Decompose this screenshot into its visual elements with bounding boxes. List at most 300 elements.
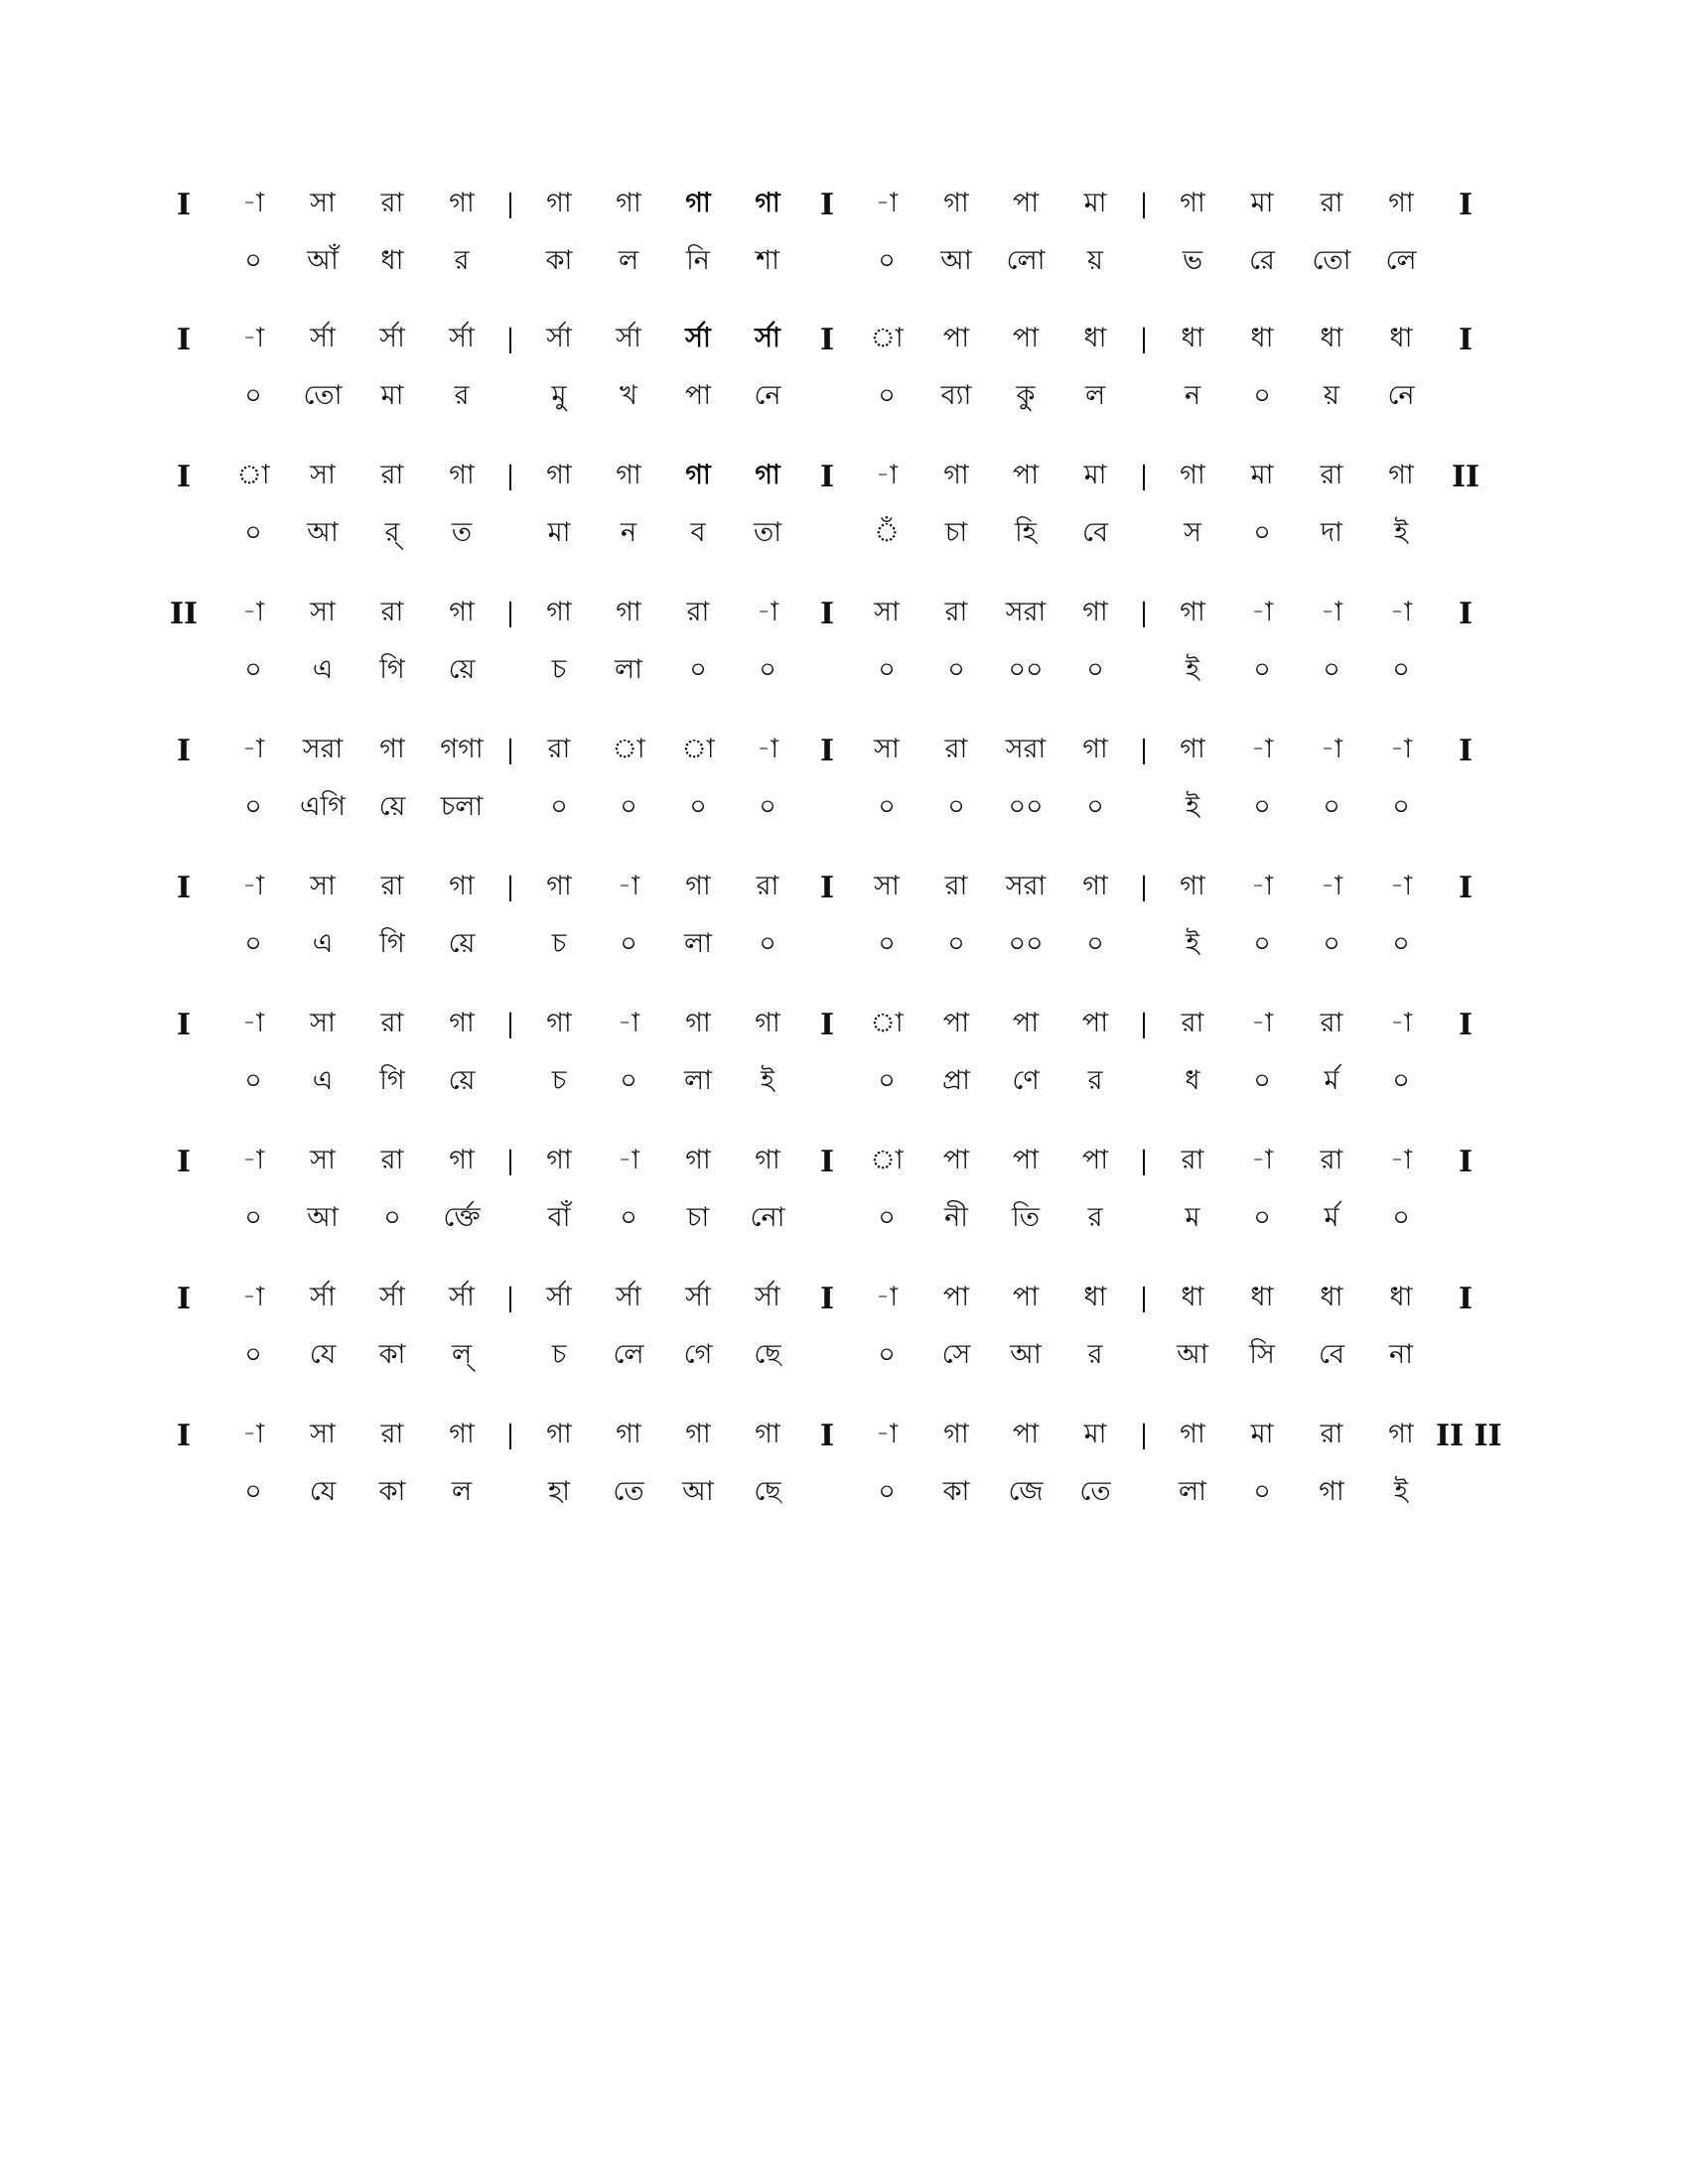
note: গা [616,1418,641,1449]
lyric-syllable: আ [1010,1338,1042,1370]
note: র্সা [546,322,572,353]
lyric-syllable: ন [1184,379,1201,411]
note: -া [241,322,265,353]
bar-line: | [505,736,515,765]
lyric-syllable: র [454,379,470,411]
lyric-syllable: চা [686,1201,710,1233]
note: -া [1250,733,1274,764]
note: গা [1180,459,1205,490]
lyric-syllable: ন [620,516,637,548]
lyric-syllable: মা [547,516,571,548]
lyrics-line [149,782,1539,834]
section-mark: I [819,1007,835,1042]
note: -া [1250,1144,1274,1175]
note: রা [1320,187,1343,218]
lyric-syllable: ০ [1392,1201,1410,1233]
lyric-syllable: ০ [244,1475,262,1507]
start-mark: I [176,1007,192,1042]
lyric-syllable: চ [551,653,567,685]
note: া [612,733,645,764]
lyric-syllable: ০ [1253,516,1271,548]
note: রা [944,596,968,627]
note: রা [1320,459,1343,490]
lyric-syllable: লে [1385,244,1417,276]
lyrics-line [149,645,1539,697]
note: গা [1180,733,1205,764]
note: পা [1081,1007,1109,1038]
end-mark: II [1451,459,1480,494]
note: রা [1181,1007,1204,1038]
note: গা [1388,459,1414,490]
lyric-syllable: এ [312,653,334,685]
lyric-syllable: ই [1393,516,1409,548]
lyric-syllable: লা [615,653,642,685]
note: গা [755,459,780,490]
start-mark: I [176,1144,192,1179]
start-mark: I [176,322,192,357]
lyric-syllable: কা [942,1475,970,1507]
note: গা [616,459,641,490]
lyric-syllable: কা [545,244,573,276]
note: -া [1320,733,1343,764]
bar-line: | [1139,190,1149,219]
lyric-syllable: ণে [1012,1064,1040,1096]
lyric-syllable: গি [379,1064,405,1096]
lyric-syllable: চ [551,1338,567,1370]
lyric-syllable: ধ [1185,1064,1200,1096]
start-mark: I [176,187,192,222]
note: গা [685,187,711,218]
note: পা [1012,1418,1040,1449]
note: র্সা [616,322,641,353]
swara-line [149,862,1539,913]
lyric-syllable: ধা [380,244,404,276]
note: গা [685,1007,711,1038]
lyric-syllable: ০ [878,379,896,411]
lyric-syllable: সি [1249,1338,1275,1370]
note: -া [1389,1144,1413,1175]
lyric-syllable: র [1087,1201,1103,1233]
lyric-syllable: ০ [1392,1064,1410,1096]
end-mark: I [1458,1281,1474,1316]
notation-row [149,1273,1539,1402]
note: গা [685,870,711,901]
lyric-syllable: ০ [1253,927,1271,959]
lyric-syllable: ব [690,516,706,548]
note: -া [1389,870,1413,901]
lyric-syllable: ০ [1253,653,1271,685]
end-mark: I [1458,733,1474,768]
lyric-syllable: ০ [878,1064,896,1096]
note: রা [380,596,404,627]
note: গা [546,1418,572,1449]
note: গা [1082,596,1108,627]
note: সা [310,1144,336,1175]
swara-line [149,725,1539,776]
lyric-syllable: ০ [1253,1475,1271,1507]
lyric-syllable: ঁ [874,516,900,548]
note: -া [756,733,779,764]
lyric-syllable: দা [1320,516,1342,548]
lyric-syllable: ০ [947,790,965,822]
lyrics-line [149,508,1539,560]
lyric-syllable: এগি [300,790,346,822]
bar-line: | [505,599,515,628]
note: -া [1320,870,1343,901]
note: র্সা [310,1281,336,1312]
notation-row [149,1136,1539,1265]
lyric-syllable: চ [551,927,567,959]
note: -া [617,1007,640,1038]
note: র্সা [449,322,475,353]
note: পা [1012,459,1040,490]
swara-line [149,1273,1539,1324]
lyric-syllable: ০ [1323,790,1340,822]
swara-line [149,314,1539,365]
lyric-syllable: র্ম [1324,1201,1339,1233]
lyric-syllable: তি [1012,1201,1040,1233]
note: া [870,1007,904,1038]
note: রা [1320,1144,1343,1175]
note: গা [755,1007,780,1038]
note: গা [685,1418,711,1449]
note: রা [380,187,404,218]
lyric-syllable: ই [1393,1475,1409,1507]
lyric-syllable: য়ে [378,790,406,822]
lyric-syllable: ০ [1086,790,1104,822]
lyric-syllable: ০ [759,790,776,822]
bar-line: | [1139,873,1149,902]
note: গা [546,870,572,901]
lyric-syllable: আ [307,516,339,548]
note: গা [1388,187,1414,218]
note: -া [1320,596,1343,627]
note: গা [755,1144,780,1175]
note: রা [686,596,710,627]
note: র্সা [685,322,711,353]
lyrics-line [149,1330,1539,1382]
note: সা [874,596,900,627]
note: সা [874,870,900,901]
note: মা [1250,1418,1274,1449]
note: -া [241,1281,265,1312]
note: ধা [1083,322,1107,353]
note: সা [310,187,336,218]
lyric-syllable: গি [379,653,405,685]
lyric-syllable: মা [380,379,404,411]
note: া [236,459,270,490]
lyric-syllable: ০ [620,790,637,822]
lyric-syllable: নে [754,379,781,411]
note: ধা [1320,1281,1343,1312]
lyric-syllable: মু [551,379,567,411]
note: গগা [440,733,484,764]
swara-line [149,179,1539,230]
lyric-syllable: ০ [878,927,896,959]
lyric-syllable: ০ [878,790,896,822]
swara-line [149,1410,1539,1461]
note: -া [241,870,265,901]
bar-line: | [1139,1147,1149,1176]
lyric-syllable: কু [1016,379,1036,411]
note: মা [1250,459,1274,490]
lyric-syllable: আ [682,1475,714,1507]
note: -া [1250,870,1274,901]
end-mark: I [1458,1007,1474,1042]
swara-line [149,588,1539,639]
end-mark: I [1458,187,1474,222]
lyric-syllable: ই [1185,927,1200,959]
lyric-syllable: র্ক্তে [443,1201,481,1233]
note: র্সা [546,1281,572,1312]
note: গা [755,1418,780,1449]
note: সরা [1005,870,1047,901]
lyric-syllable: ০ [244,1201,262,1233]
lyric-syllable: র্ [384,516,400,548]
note: রা [380,1144,404,1175]
lyric-syllable: ০ [620,1064,637,1096]
bar-line: | [505,1147,515,1176]
lyric-syllable: শা [756,244,779,276]
note: -া [241,1418,265,1449]
lyric-syllable: রে [1249,244,1275,276]
section-mark: I [819,322,835,357]
bar-line: | [505,1284,515,1313]
lyric-syllable: ল [451,1475,473,1507]
end-mark: II II [1436,1418,1502,1453]
lyric-syllable: লে [613,1338,644,1370]
notation-row [149,451,1539,580]
note: র্সা [616,1281,641,1312]
lyric-syllable: ০ [689,790,707,822]
lyric-syllable: ০ [244,1338,262,1370]
note: রা [380,1418,404,1449]
lyric-syllable: ই [1185,653,1200,685]
lyric-syllable: যে [309,1338,337,1370]
lyric-syllable: ০ [1253,1201,1271,1233]
lyric-syllable: নো [750,1201,785,1233]
note: মা [1083,1418,1107,1449]
lyric-syllable: ০ [759,927,776,959]
bar-line: | [1139,599,1149,628]
end-mark: I [1458,322,1474,357]
lyric-syllable: ০ [1392,790,1410,822]
note: -া [617,870,640,901]
lyric-syllable: র [1087,1338,1103,1370]
note: মা [1250,187,1274,218]
lyric-syllable: র্ম [1324,1064,1339,1096]
note: ধা [1181,322,1204,353]
bar-line: | [1139,1284,1149,1313]
note: গা [1388,1418,1414,1449]
note: সা [310,459,336,490]
lyric-syllable: বাঁ [547,1201,571,1233]
bar-line: | [505,462,515,491]
lyric-syllable: ০ [878,1338,896,1370]
lyric-syllable: হি [1015,516,1037,548]
bar-line: | [1139,325,1149,354]
note: গা [755,187,780,218]
swara-line [149,1136,1539,1187]
note: -া [241,1144,265,1175]
note: ধা [1250,1281,1274,1312]
note: পা [1012,1007,1040,1038]
lyric-syllable: ০ [244,244,262,276]
lyric-syllable: কা [378,1338,406,1370]
lyric-syllable: চা [944,516,968,548]
lyric-syllable: নী [944,1201,968,1233]
lyrics-line [149,1056,1539,1108]
notation-row [149,314,1539,443]
lyric-syllable: ০ [947,653,965,685]
lyric-syllable: ০ [947,927,965,959]
note: গা [449,1418,475,1449]
lyric-syllable: য়ে [448,1064,476,1096]
note: -া [1250,596,1274,627]
section-mark: I [819,187,835,222]
bar-line: | [1139,1010,1149,1039]
note: র্সা [755,322,780,353]
lyric-syllable: যে [309,1475,337,1507]
note: পা [942,322,970,353]
lyric-syllable: র [1087,1064,1103,1096]
section-mark: I [819,459,835,494]
lyric-syllable: ০ [244,516,262,548]
section-mark: I [819,1418,835,1453]
section-mark: I [819,733,835,768]
start-mark: I [176,459,192,494]
lyric-syllable: ভ [1182,244,1203,276]
note: গা [546,459,572,490]
note: ধা [1181,1281,1204,1312]
lyric-syllable: চলা [440,790,484,822]
lyric-syllable: ০ [383,1201,401,1233]
notation-row [149,588,1539,717]
note: সা [310,870,336,901]
lyric-syllable: ০ [878,653,896,685]
note: গা [449,870,475,901]
lyric-syllable: আ [940,244,972,276]
note: রা [380,870,404,901]
note: গা [1082,733,1108,764]
note: গা [1180,870,1205,901]
lyric-syllable: ০ [550,790,568,822]
lyric-syllable: ০ [878,244,896,276]
lyric-syllable: ০ [878,1201,896,1233]
note: মা [1083,187,1107,218]
note: সা [310,596,336,627]
lyric-syllable: তা [753,516,782,548]
note: ধা [1083,1281,1107,1312]
note: গা [546,187,572,218]
lyric-syllable: পা [684,379,712,411]
note: -া [875,459,899,490]
lyric-syllable: ০ [1253,379,1271,411]
lyric-syllable: আ [1177,1338,1208,1370]
note: র্সা [379,322,405,353]
lyric-syllable: লো [1006,244,1046,276]
note: পা [1012,1144,1040,1175]
lyric-syllable: ০ [244,790,262,822]
lyric-syllable: ০ [1253,790,1271,822]
lyric-syllable: ০ [1392,653,1410,685]
lyric-syllable: গা [1319,1475,1344,1507]
bar-line: | [1139,1421,1149,1450]
lyric-syllable: ০ [620,1201,637,1233]
note: রা [944,733,968,764]
note: গা [546,1007,572,1038]
start-mark: I [176,870,192,905]
start-mark: I [176,1281,192,1316]
note: গা [616,596,641,627]
lyric-syllable: ল্ [451,1338,473,1370]
bar-line: | [505,1421,515,1450]
bar-line: | [505,873,515,902]
notation-row [149,999,1539,1128]
lyric-syllable: ০ [1086,927,1104,959]
note: গা [685,1144,711,1175]
lyric-syllable: ০০ [1008,653,1044,685]
note: পা [1012,322,1040,353]
lyric-syllable: তে [613,1475,644,1507]
note: রা [944,870,968,901]
note: ধা [1389,322,1413,353]
note: রা [547,733,571,764]
lyric-syllable: স [1184,516,1201,548]
lyric-syllable: তো [303,379,343,411]
note: ধা [1320,322,1343,353]
note: গা [449,459,475,490]
lyric-syllable: ০ [620,927,637,959]
swara-line [149,451,1539,502]
lyric-syllable: ০ [244,1064,262,1096]
notation-row [149,1410,1539,1539]
note: সরা [1005,733,1047,764]
lyric-syllable: ছে [754,1338,781,1370]
note: গা [449,596,475,627]
lyric-syllable: য়ে [448,653,476,685]
note: গা [943,1418,969,1449]
lyric-syllable: আঁ [307,244,339,276]
note: ধা [1389,1281,1413,1312]
lyric-syllable: হা [547,1475,570,1507]
lyric-syllable: লা [1179,1475,1206,1507]
lyric-syllable: ছে [754,1475,781,1507]
lyric-syllable: ০ [878,1475,896,1507]
note: পা [942,1007,970,1038]
swara-line [149,999,1539,1050]
note: -া [241,733,265,764]
lyric-syllable: ০ [1323,927,1340,959]
lyric-syllable: আ [307,1201,339,1233]
lyrics-line [149,371,1539,423]
lyric-syllable: এ [312,1064,334,1096]
lyric-syllable: খ [620,379,637,411]
note: গা [379,733,405,764]
bar-line: | [505,190,515,219]
lyric-syllable: কা [378,1475,406,1507]
note: -া [241,596,265,627]
lyric-syllable: য় [1324,379,1339,411]
note: রা [1181,1144,1204,1175]
lyric-syllable: গি [379,927,405,959]
lyric-syllable: ০ [689,653,707,685]
note: রা [380,1007,404,1038]
note: -া [875,1418,899,1449]
note: সরা [1005,596,1047,627]
lyric-syllable: য় [1087,244,1103,276]
note: -া [1250,1007,1274,1038]
